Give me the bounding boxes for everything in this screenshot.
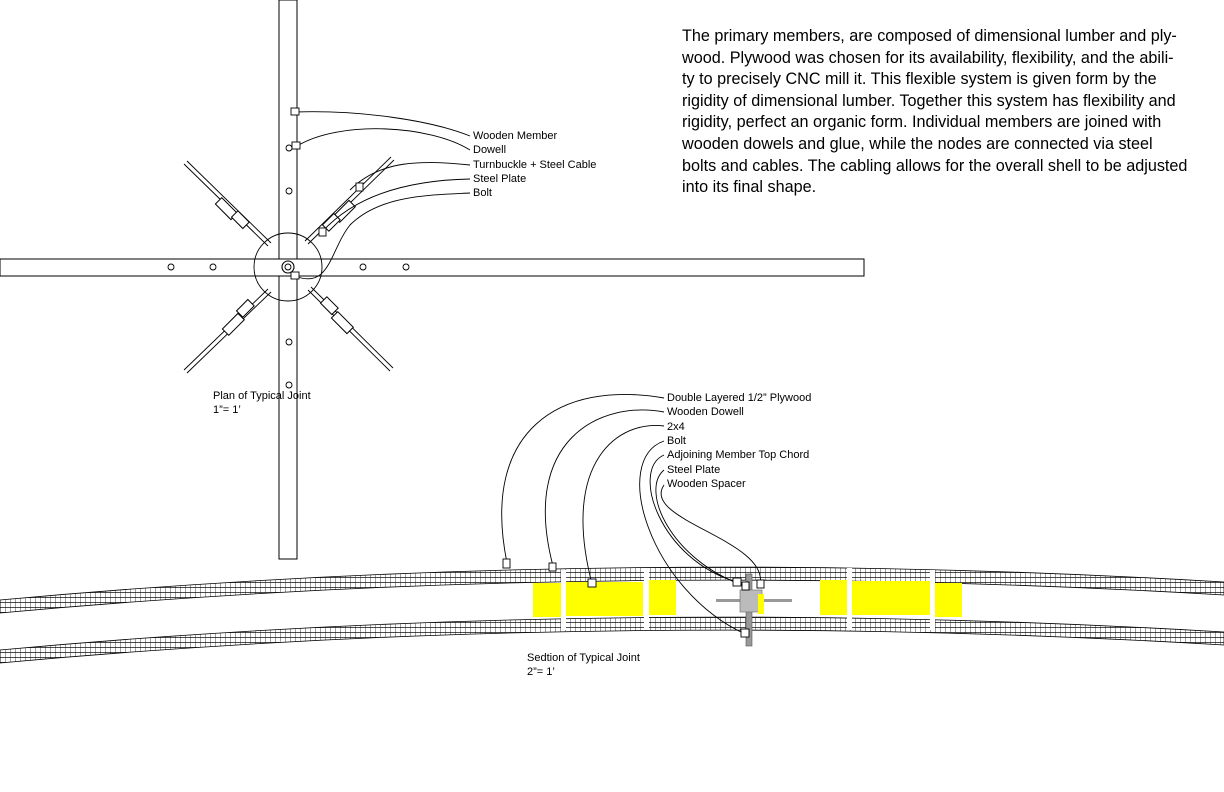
description-line: rigidity of dimensional lumber. Together this system has flexibility and	[682, 91, 1176, 110]
description-paragraph	[682, 26, 1212, 199]
section-callout-2x4: 2x4	[667, 421, 685, 433]
plan-vertical-member	[279, 0, 297, 559]
description-line: bolts and cables. The cabling allows for the overall shell to be adjusted	[682, 156, 1188, 175]
plan-scale: 1”= 1’	[213, 404, 241, 416]
plan-leader-ticks	[291, 108, 363, 279]
plan-callout-turnbuckle-cable: Turnbuckle + Steel Cable	[473, 159, 597, 171]
section-callout-bolt: Bolt	[667, 435, 686, 447]
section-callout-wooden-spacer: Wooden Spacer	[667, 478, 746, 490]
description-line: wood. Plywood was chosen for its availability, flexibility, and the abili-	[682, 48, 1174, 67]
description-line: rigidity, perfect an organic form. Individual members are joined with	[682, 113, 1162, 132]
section-callout-top-chord: Adjoining Member Top Chord	[667, 449, 810, 461]
description-line: The primary members, are composed of dimensional lumber and ply-	[682, 27, 1177, 45]
section-joint-drawing	[0, 394, 1224, 663]
section-title: Sedtion of Typical Joint	[527, 652, 640, 664]
section-callout-steel-plate: Steel Plate	[667, 464, 721, 476]
description-line: ty to precisely CNC mill it. This flexible system is given form by the	[682, 70, 1157, 89]
section-callout-plywood: Double Layered 1/2” Plywood	[667, 392, 812, 404]
description-line: into its final shape.	[682, 178, 817, 197]
section-scale: 2”= 1’	[527, 666, 555, 678]
plan-callout-steel-plate: Steel Plate	[473, 173, 527, 185]
section-bolt-assembly	[716, 574, 792, 646]
plan-center-bolt	[282, 261, 294, 273]
description-line: wooden dowels and glue, while the nodes are connected via steel	[682, 134, 1153, 153]
plan-callout-wooden-member: Wooden Member	[473, 130, 558, 142]
section-callout-wooden-dowell: Wooden Dowell	[667, 406, 744, 418]
plan-callout-dowell: Dowell	[473, 144, 507, 156]
plan-leaders	[295, 112, 470, 279]
plan-horizontal-member	[0, 259, 864, 276]
plan-callout-bolt: Bolt	[473, 187, 492, 199]
plan-title: Plan of Typical Joint	[213, 390, 311, 402]
